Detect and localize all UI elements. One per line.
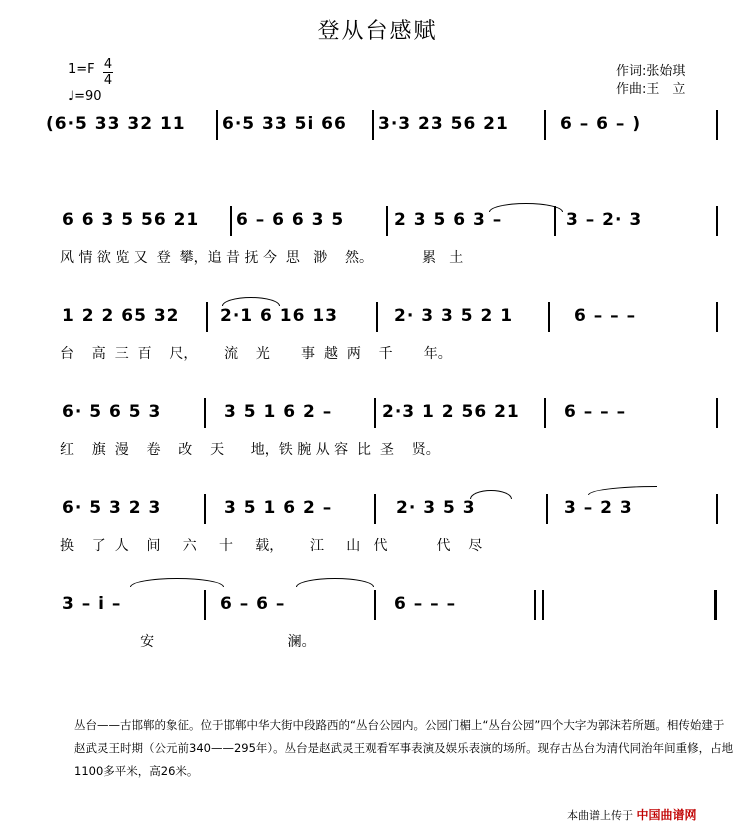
song-title: 登从台感赋 bbox=[317, 19, 438, 44]
key-signature: 1=F bbox=[68, 62, 95, 77]
time-sig-bottom: 4 bbox=[103, 73, 113, 88]
measure: 6 – – – bbox=[564, 402, 627, 422]
measure: 6 – 6 6 3 5 bbox=[236, 210, 345, 230]
measure: 6 – 6 – bbox=[220, 594, 286, 614]
lyrics-row-2: 风 情 欲 览 又 登 攀，追 昔 抚 今 思 渺 然。 累 土 bbox=[60, 250, 464, 266]
measure: 6 – – – bbox=[574, 306, 637, 326]
measure: 3 – i – bbox=[62, 594, 122, 614]
score-row-4 bbox=[60, 402, 730, 428]
lyrics-row-4: 红 旗 漫 卷 改 天 地，铁 腕 从 容 比 圣 贤。 bbox=[60, 442, 440, 458]
tempo-marking: ♩=90 bbox=[68, 89, 102, 104]
time-signature bbox=[103, 58, 113, 87]
time-sig-top: 4 bbox=[103, 57, 113, 72]
upload-footer bbox=[567, 806, 697, 823]
background-note: 丛台——古邯郸的象征。位于邯郸中华大街中段路西的“丛台公园内。公园门楣上“丛台公园”四个大字为郭沫若所题。相传始建于赵武灵王时期（公元前340——295年）。丛台是赵武灵王观看军事表演及娱乐表演的场所。现存古丛台为清代同治年间重修，占地1100多平米，高26米。 bbox=[74, 718, 734, 778]
measure: 2· 3 3 5 2 1 bbox=[394, 306, 514, 326]
score-row-5 bbox=[60, 498, 730, 524]
measure: 3 – 2· 3 bbox=[566, 210, 643, 230]
site-logo[interactable]: 中国曲谱网 bbox=[636, 808, 697, 822]
measure: 3 5 1 6 2 – bbox=[224, 402, 333, 422]
measure: 6·5 33 5i 66 bbox=[222, 114, 347, 134]
lyrics-row-3: 台 高 三 百 尺， 流 光 事 越 两 千 年。 bbox=[60, 346, 452, 362]
measure: 6 – 6 – ) bbox=[560, 114, 642, 134]
measure: 6· 5 6 5 3 bbox=[62, 402, 162, 422]
measure: 2 3 5 6 3 – bbox=[394, 210, 503, 230]
footer-text: 本曲谱上传于 bbox=[567, 809, 633, 822]
measure: 6 – – – bbox=[394, 594, 457, 614]
measure: (6·5 33 32 11 bbox=[46, 114, 186, 134]
composer-credit: 作曲:王 立 bbox=[616, 82, 686, 97]
measure: 1 2 2 65 32 bbox=[62, 306, 180, 326]
measure: 2·1 6 16 13 bbox=[220, 306, 339, 326]
score-row-2 bbox=[60, 210, 730, 236]
score-row-1 bbox=[46, 114, 730, 140]
lyrics-row-5: 换 了 人 间 六 十 载， 江 山 代 代 尽 bbox=[60, 538, 483, 554]
lyricist-credit: 作词:张始琪 bbox=[616, 64, 686, 79]
measure: 3·3 23 56 21 bbox=[378, 114, 509, 134]
lyrics-row-6: 安 澜。 bbox=[60, 634, 316, 650]
score-row-6 bbox=[60, 594, 730, 620]
measure: 6· 5 3 2 3 bbox=[62, 498, 162, 518]
measure: 2· 3 5 3 bbox=[396, 498, 476, 518]
measure: 6 6 3 5 56 21 bbox=[62, 210, 200, 230]
score-row-3 bbox=[60, 306, 730, 332]
measure: 2·3 1 2 56 21 bbox=[382, 402, 520, 422]
measure: 3 – 2 3 bbox=[564, 498, 633, 518]
measure: 3 5 1 6 2 – bbox=[224, 498, 333, 518]
